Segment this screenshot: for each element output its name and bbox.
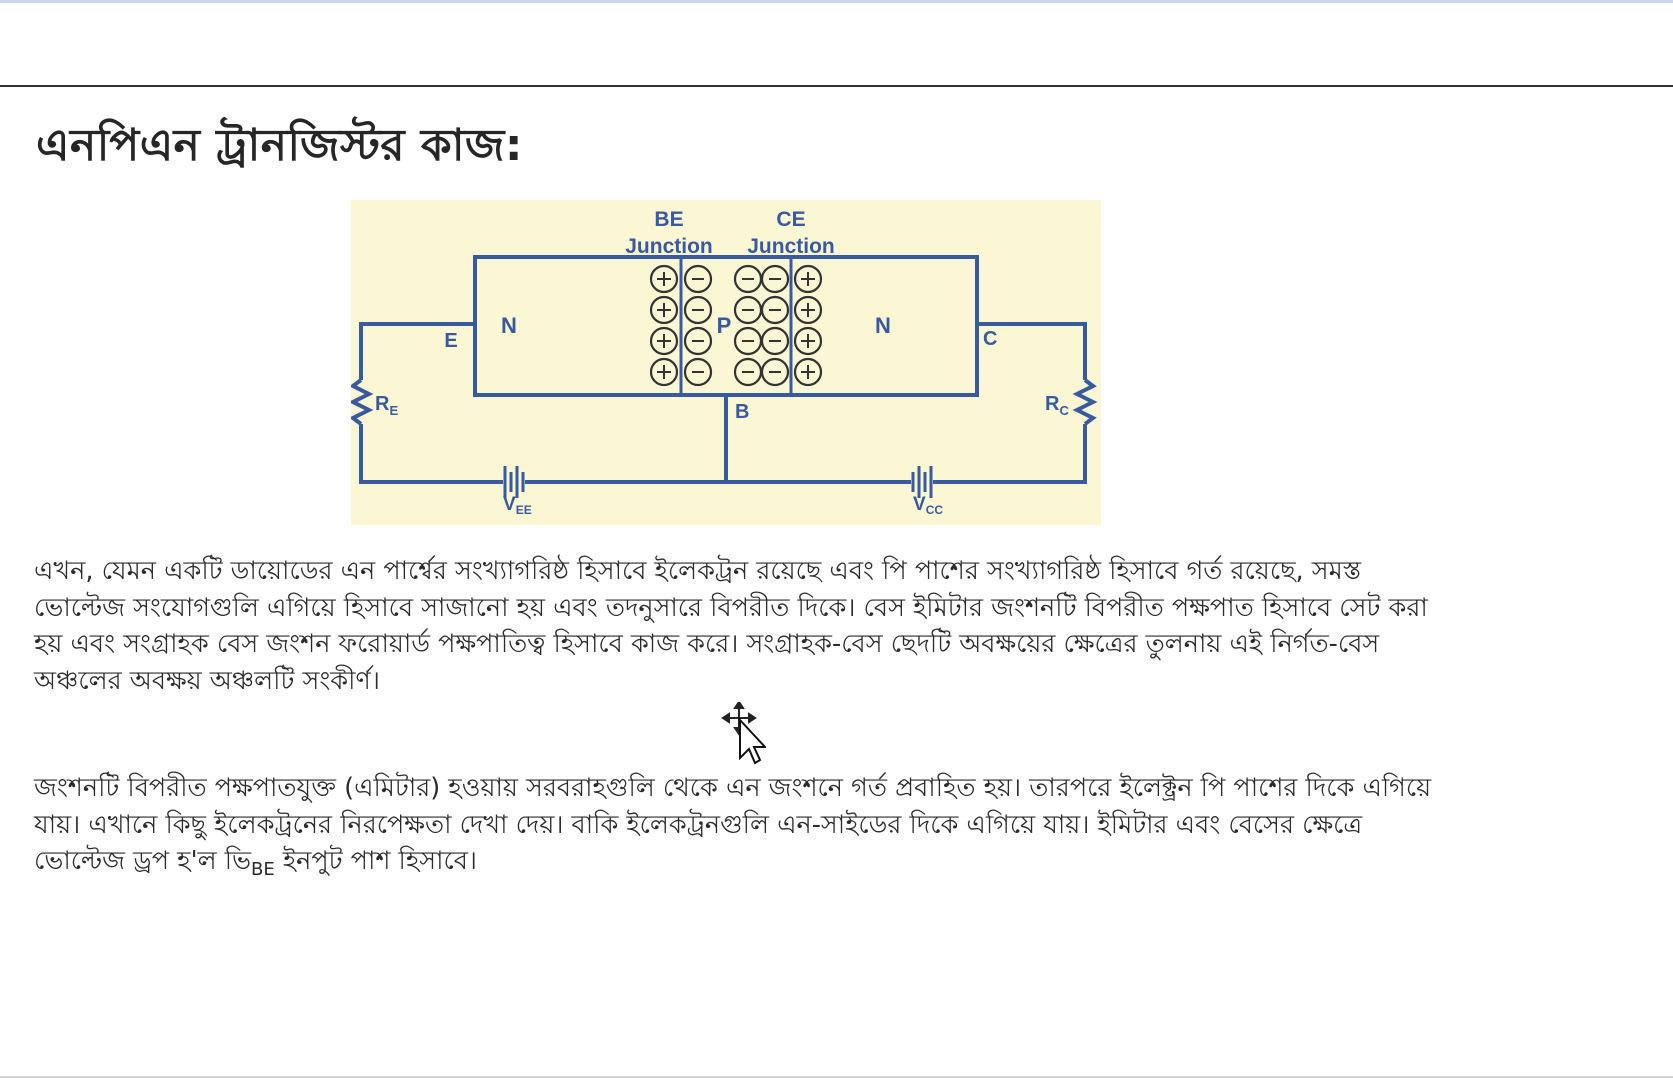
- collector-wire-bottom: [933, 424, 1085, 482]
- page-title: এনপিএন ট্রানজিস্টর কাজ:: [36, 120, 523, 171]
- re-label: $R_E$: [375, 393, 399, 418]
- npn-transistor-diagram: [351, 200, 1101, 525]
- be-junction-label: Junction: [625, 235, 713, 258]
- terminal-e-label: E: [444, 330, 458, 352]
- emitter-resistor: [353, 380, 369, 424]
- paragraph-2-tail: ইনপুট পাশ হিসাবে।: [274, 846, 478, 876]
- rc-label: $R_C$: [1045, 393, 1069, 418]
- collector-resistor: [1077, 380, 1093, 424]
- be-junction-negative-ions: [685, 266, 711, 385]
- paragraph-2: [34, 770, 1434, 889]
- region-p: P: [716, 313, 732, 338]
- vee-label: $V_{EE}$: [503, 494, 532, 517]
- terminal-c-label: C: [983, 328, 998, 350]
- region-n-left: N: [501, 313, 517, 338]
- emitter-wire-bottom: [361, 424, 503, 482]
- paragraph-2-main: জংশনটি বিপরীত পক্ষপাতযুক্ত (এমিটার) হওয়ায় সরবরাহগুলি থেকে এন জংশনে গর্ত প্রবাহিত হয়। তারপরে ইলেক্ট্রন পি পাশের দিকে এগিয়ে যায়। এখানে কিছু ইলেকট্রনের নিরপেক্ষতা দেখা দেয়। বাকি ইলেকট্রনগুলি এন-সাইডের দিকে এগিয়ে যায়। ইমিটার এবং বেসের ক্ষেত্রে ভোল্টেজ ড্রপ হ'ল ভি: [34, 773, 1432, 876]
- ce-junction-label: Junction: [747, 235, 835, 258]
- ce-junction-negative-ions: [735, 266, 788, 385]
- be-label: BE: [654, 208, 684, 231]
- header-divider: [0, 85, 1673, 87]
- be-junction-positive-ions: [651, 266, 677, 385]
- ce-junction-positive-ions: [795, 266, 821, 385]
- vcc-label: $V_{CC}$: [913, 494, 944, 517]
- ce-label: CE: [776, 208, 806, 231]
- paragraph-2-subscript: BE: [251, 859, 275, 881]
- bottom-divider: [0, 1076, 1673, 1078]
- paragraph-1: এখন, যেমন একটি ডায়োডের এন পার্শ্বের সংখ্যাগরিষ্ঠ হিসাবে ইলেকট্রন রয়েছে এবং পি পাশের সংখ্যাগরিষ্ঠ হিসাবে গর্ত রয়েছে, সমস্ত ভোল্টেজ সংযোগগুলি এগিয়ে হিসাবে সাজানো হয় এবং তদনুসারে বিপরীত দিকে। বেস ইমিটার জংশনটি বিপরীত পক্ষপাত হিসাবে সেট করা হয় এবং সংগ্রাহক বেস জংশন ফরোয়ার্ড পক্ষপাতিত্ব হিসাবে কাজ করে। সংগ্রাহক-বেস ছেদটি অবক্ষয়ের ক্ষেত্রের তুলনায় এই নির্গত-বেস অঞ্চলের অবক্ষয় অঞ্চলটি সংকীর্ণ।: [34, 556, 1428, 696]
- top-accent-line: [0, 0, 1673, 3]
- region-n-right: N: [875, 313, 891, 338]
- move-cursor-icon: [718, 702, 766, 768]
- emitter-wire-top: [361, 324, 475, 380]
- terminal-b-label: B: [735, 401, 750, 423]
